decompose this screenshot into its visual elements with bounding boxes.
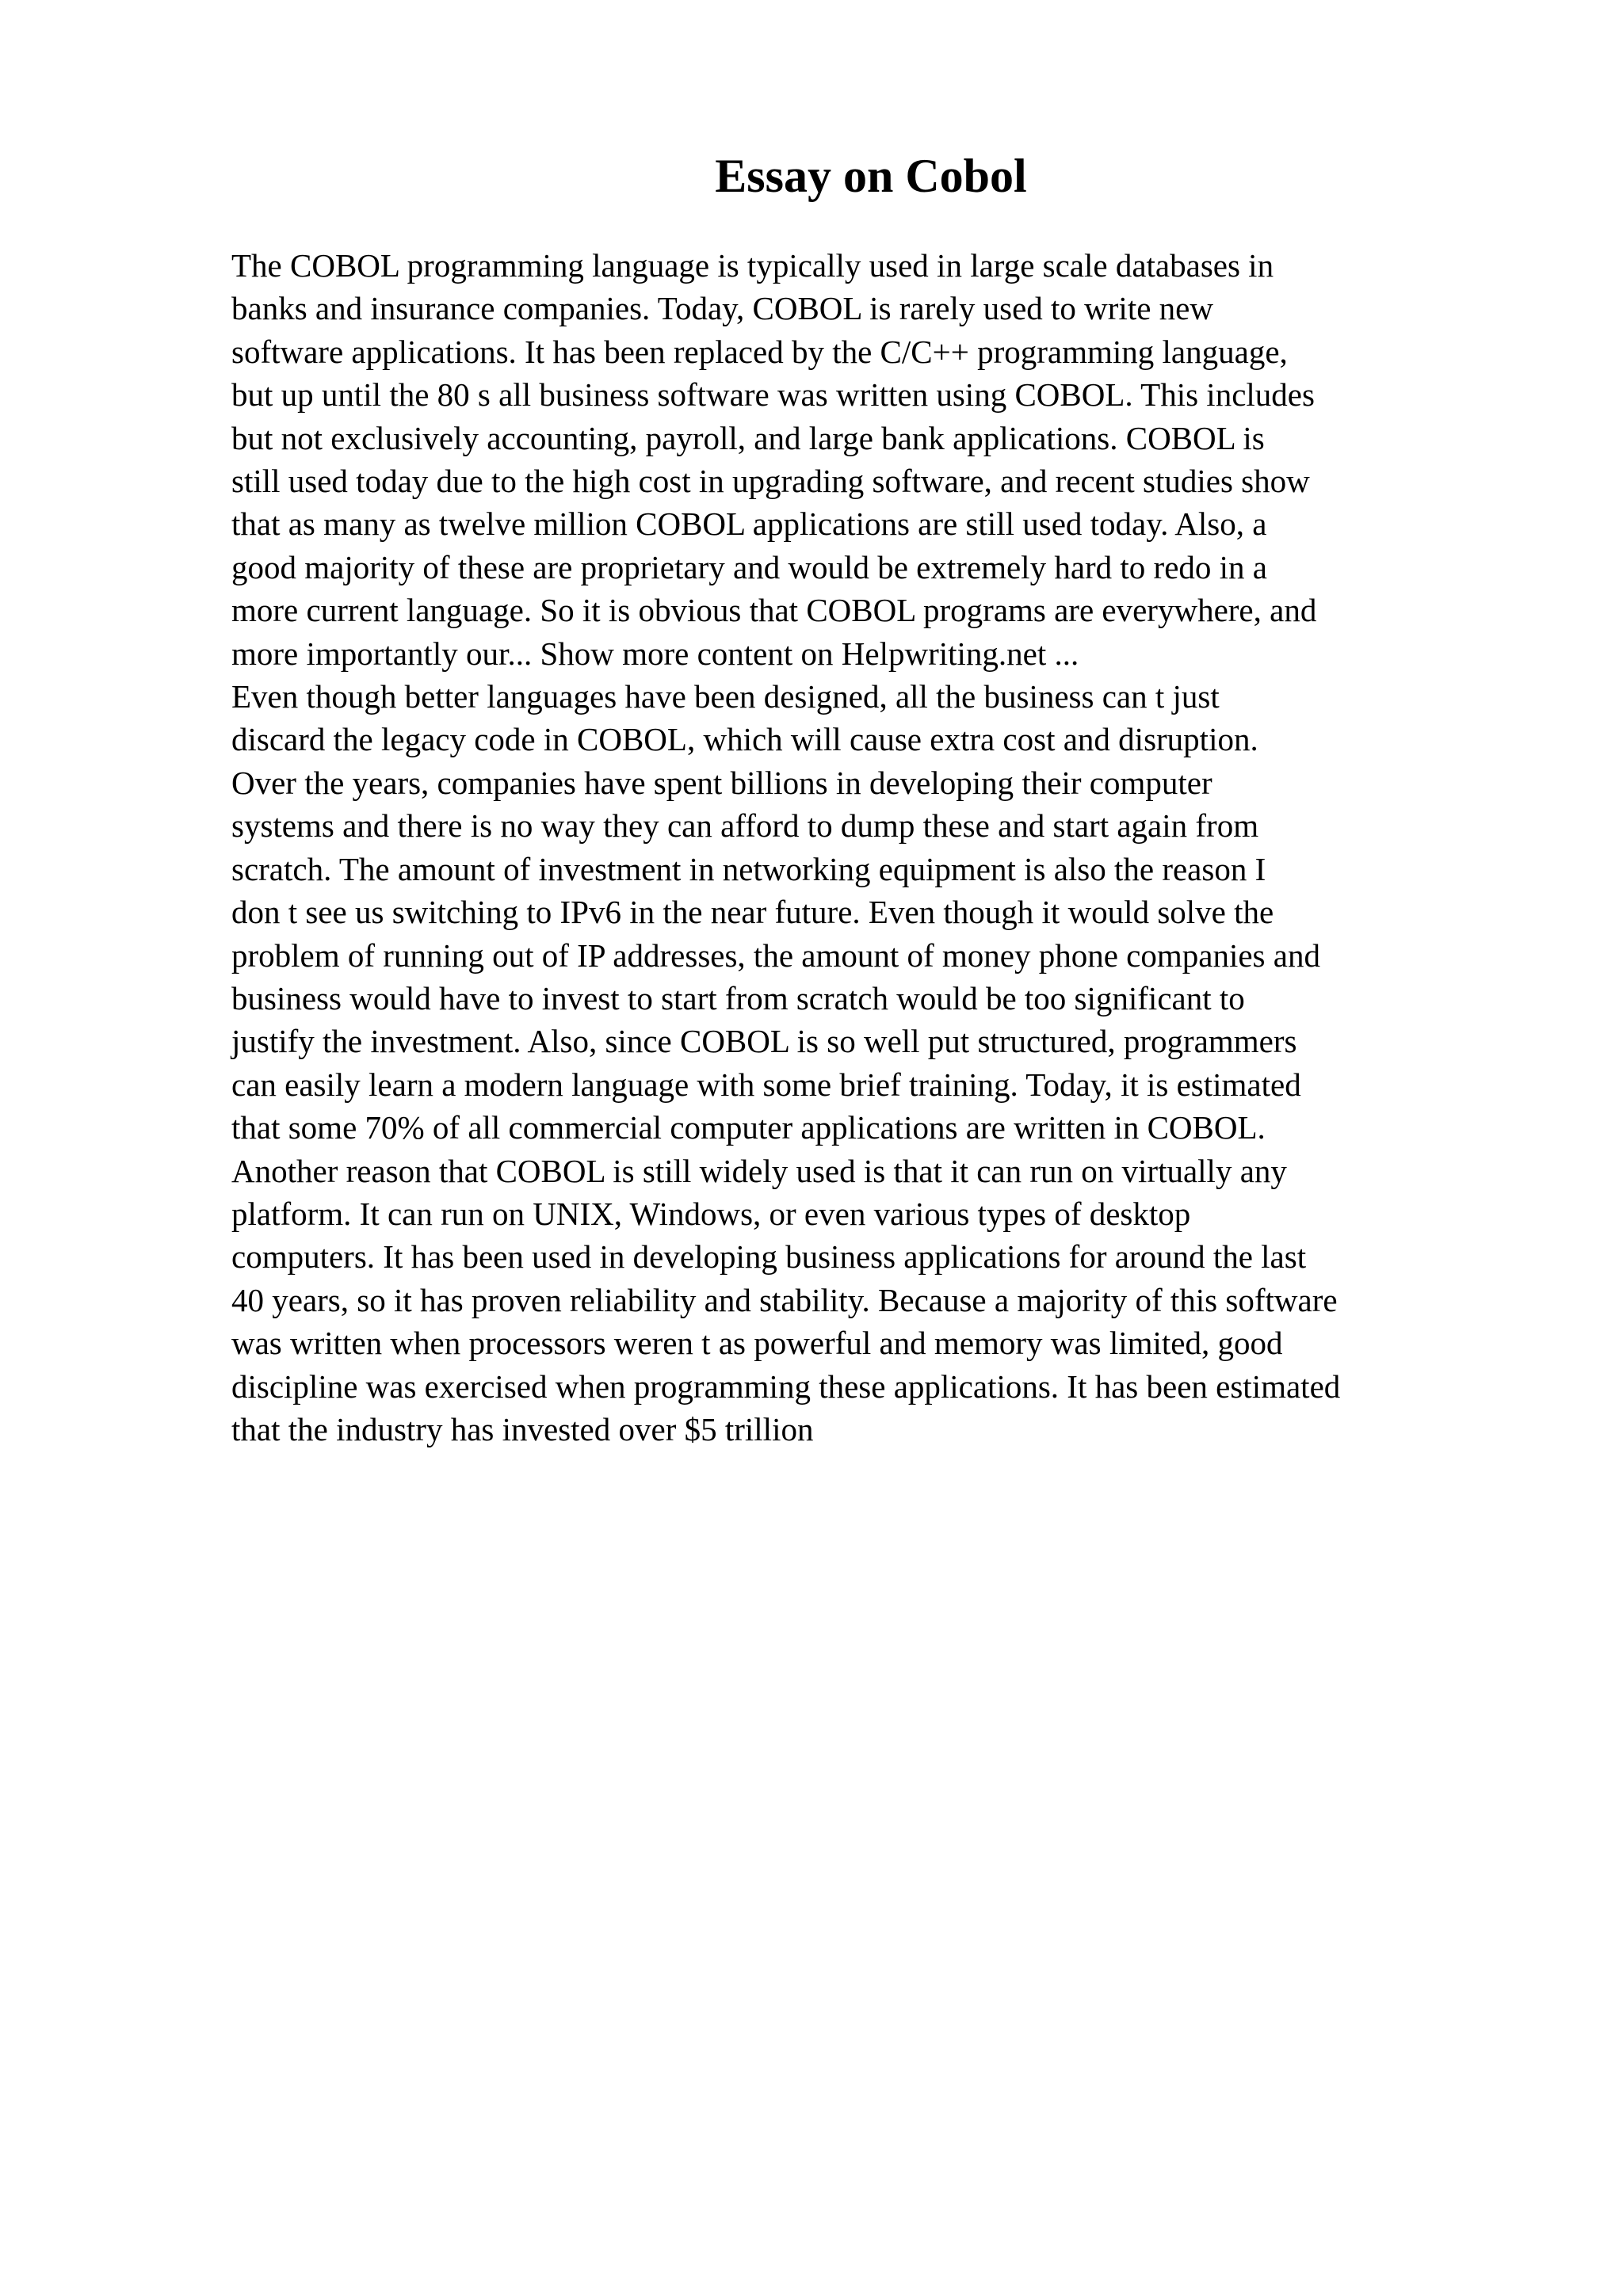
text-line: software applications. It has been replaced by the C/C++ programming language, (231, 333, 1288, 370)
text-line: 40 years, so it has proven reliability and stability. Because a majority of this software (231, 1281, 1338, 1318)
text-line: discipline was exercised when programming these applications. It has been estimated (231, 1367, 1341, 1405)
text-line: good majority of these are proprietary and would be extremely hard to redo in a (231, 548, 1267, 585)
text-line: platform. It can run on UNIX, Windows, or even various types of desktop (231, 1195, 1191, 1232)
text-line: was written when processors weren t as powerful and memory was limited, good (231, 1325, 1283, 1362)
text-line: Over the years, companies have spent billions in developing their computer (231, 764, 1212, 801)
text-line: computers. It has been used in developing business applications for around the last (231, 1238, 1307, 1276)
text-line: that as many as twelve million COBOL applications are still used today. Also, a (231, 505, 1267, 543)
text-line: business would have to invest to start from scratch would be too significant to (231, 979, 1245, 1016)
text-line: more current language. So it is obvious that COBOL programs are everywhere, and (231, 592, 1317, 629)
text-line: that the industry has invested over $5 trillion (231, 1410, 814, 1447)
text-line: still used today due to the high cost in upgrading software, and recent studies show (231, 463, 1310, 500)
essay-body (231, 244, 1594, 1451)
text-line: but not exclusively accounting, payroll, and large bank applications. COBOL is (231, 419, 1265, 456)
text-line: Even though better languages have been designed, all the business can t just (231, 678, 1220, 715)
text-line: Another reason that COBOL is still widely used is that it can run on virtually any (231, 1152, 1287, 1189)
text-line: more importantly our... Show more content on Helpwriting.net ... (231, 635, 1079, 672)
text-line: don t see us switching to IPv6 in the near future. Even though it would solve the (231, 894, 1274, 931)
text-line: systems and there is no way they can afford to dump these and start again from (231, 807, 1259, 845)
text-line: scratch. The amount of investment in networking equipment is also the reason I (231, 850, 1266, 887)
text-line: can easily learn a modern language with some brief training. Today, it is estimated (231, 1066, 1301, 1103)
text-line: that some 70% of all commercial computer applications are written in COBOL. (231, 1109, 1266, 1146)
text-line: The COBOL programming language is typically used in large scale databases in (231, 247, 1274, 284)
text-line: banks and insurance companies. Today, COBOL is rarely used to write new (231, 290, 1213, 327)
text-line: but up until the 80 s all business software was written using COBOL. This includes (231, 376, 1315, 414)
document-title: Essay on Cobol (715, 150, 1027, 202)
text-line: justify the investment. Also, since COBOL is so well put structured, programmers (231, 1023, 1297, 1060)
text-line: discard the legacy code in COBOL, which will cause extra cost and disruption. (231, 721, 1258, 758)
text-line: problem of running out of IP addresses, the amount of money phone companies and (231, 936, 1320, 974)
